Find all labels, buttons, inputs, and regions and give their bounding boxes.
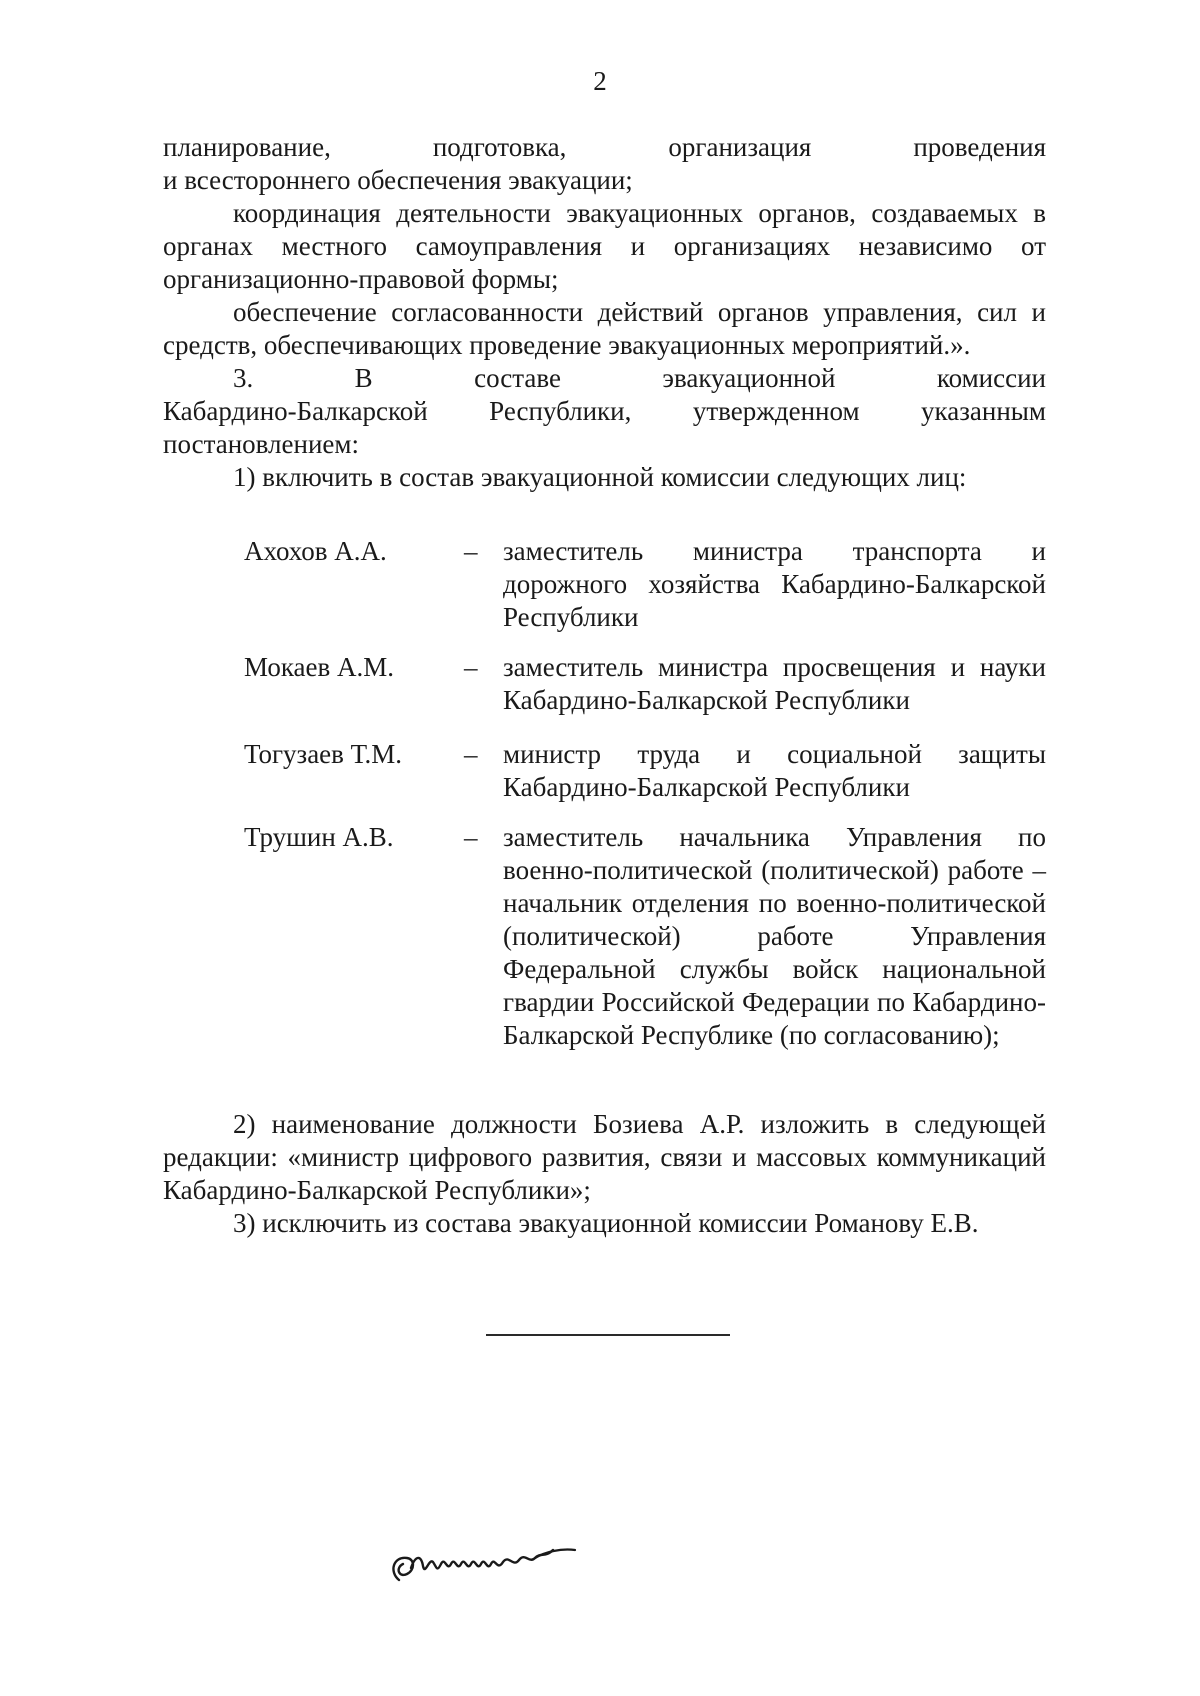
member-dash: – [464, 652, 478, 682]
member-dash: – [464, 822, 478, 852]
member-position: министр труда и социальной защиты Кабардино-Балкарской Республики [503, 739, 1046, 802]
paragraph-1-first-line: планирование, подготовка, организация проведения [163, 132, 1047, 162]
paragraph-3-rest: постановлением: [163, 429, 359, 459]
decree-text-top [163, 131, 1046, 494]
member-name: Трушин А.В. [244, 822, 394, 852]
decree-text-bottom [163, 1108, 1046, 1240]
closing-divider [486, 1334, 730, 1336]
member-dash: – [464, 536, 478, 566]
member-name: Ахохов А.А. [244, 536, 387, 566]
paragraph-coordination: координация деятельности эвакуационных органов, создаваемых в органах местного самоуправления и организациях независимо от организационно-правовой формы; [163, 198, 1046, 294]
paragraph-rename-position: 2) наименование должности Бозиева А.Р. изложить в следующей редакции: «министр цифрового развития, связи и массовых коммуникаций Кабардино-Балкарской Республики»; [163, 1109, 1046, 1205]
member-position: заместитель начальника Управления по военно-политической (политической) работе – начальник отделения по военно-политической (политической) работе Управления Федеральной службы войск национальной гвардии Российской Федерации по Кабардино-Балкарской Республике (по согласованию); [503, 822, 1046, 1050]
member-dash: – [464, 739, 478, 769]
paragraph-3-first-line: 3. В составе эвакуационной комиссии [233, 363, 1046, 393]
handwritten-signature-icon [385, 1528, 615, 1598]
paragraph-3-second-line: Кабардино-Балкарской Республики, утвержденном указанным [163, 396, 1047, 426]
member-position: заместитель министра просвещения и науки Кабардино-Балкарской Республики [503, 652, 1046, 715]
paragraph-exclude-member: 3) исключить из состава эвакуационной комиссии Романову Е.В. [233, 1208, 979, 1238]
member-name: Мокаев А.М. [244, 652, 395, 682]
member-name: Тогузаев Т.М. [244, 739, 402, 769]
paragraph-include-members: 1) включить в состав эвакуационной комиссии следующих лиц: [233, 462, 967, 492]
paragraph-1-rest: и всестороннего обеспечения эвакуации; [163, 165, 633, 195]
member-position: заместитель министра транспорта и дорожного хозяйства Кабардино-Балкарской Республики [503, 536, 1046, 632]
page-number: 2 [593, 66, 607, 96]
paragraph-consistency: обеспечение согласованности действий органов управления, сил и средств, обеспечивающих проведение эвакуационных мероприятий.». [163, 297, 1046, 360]
